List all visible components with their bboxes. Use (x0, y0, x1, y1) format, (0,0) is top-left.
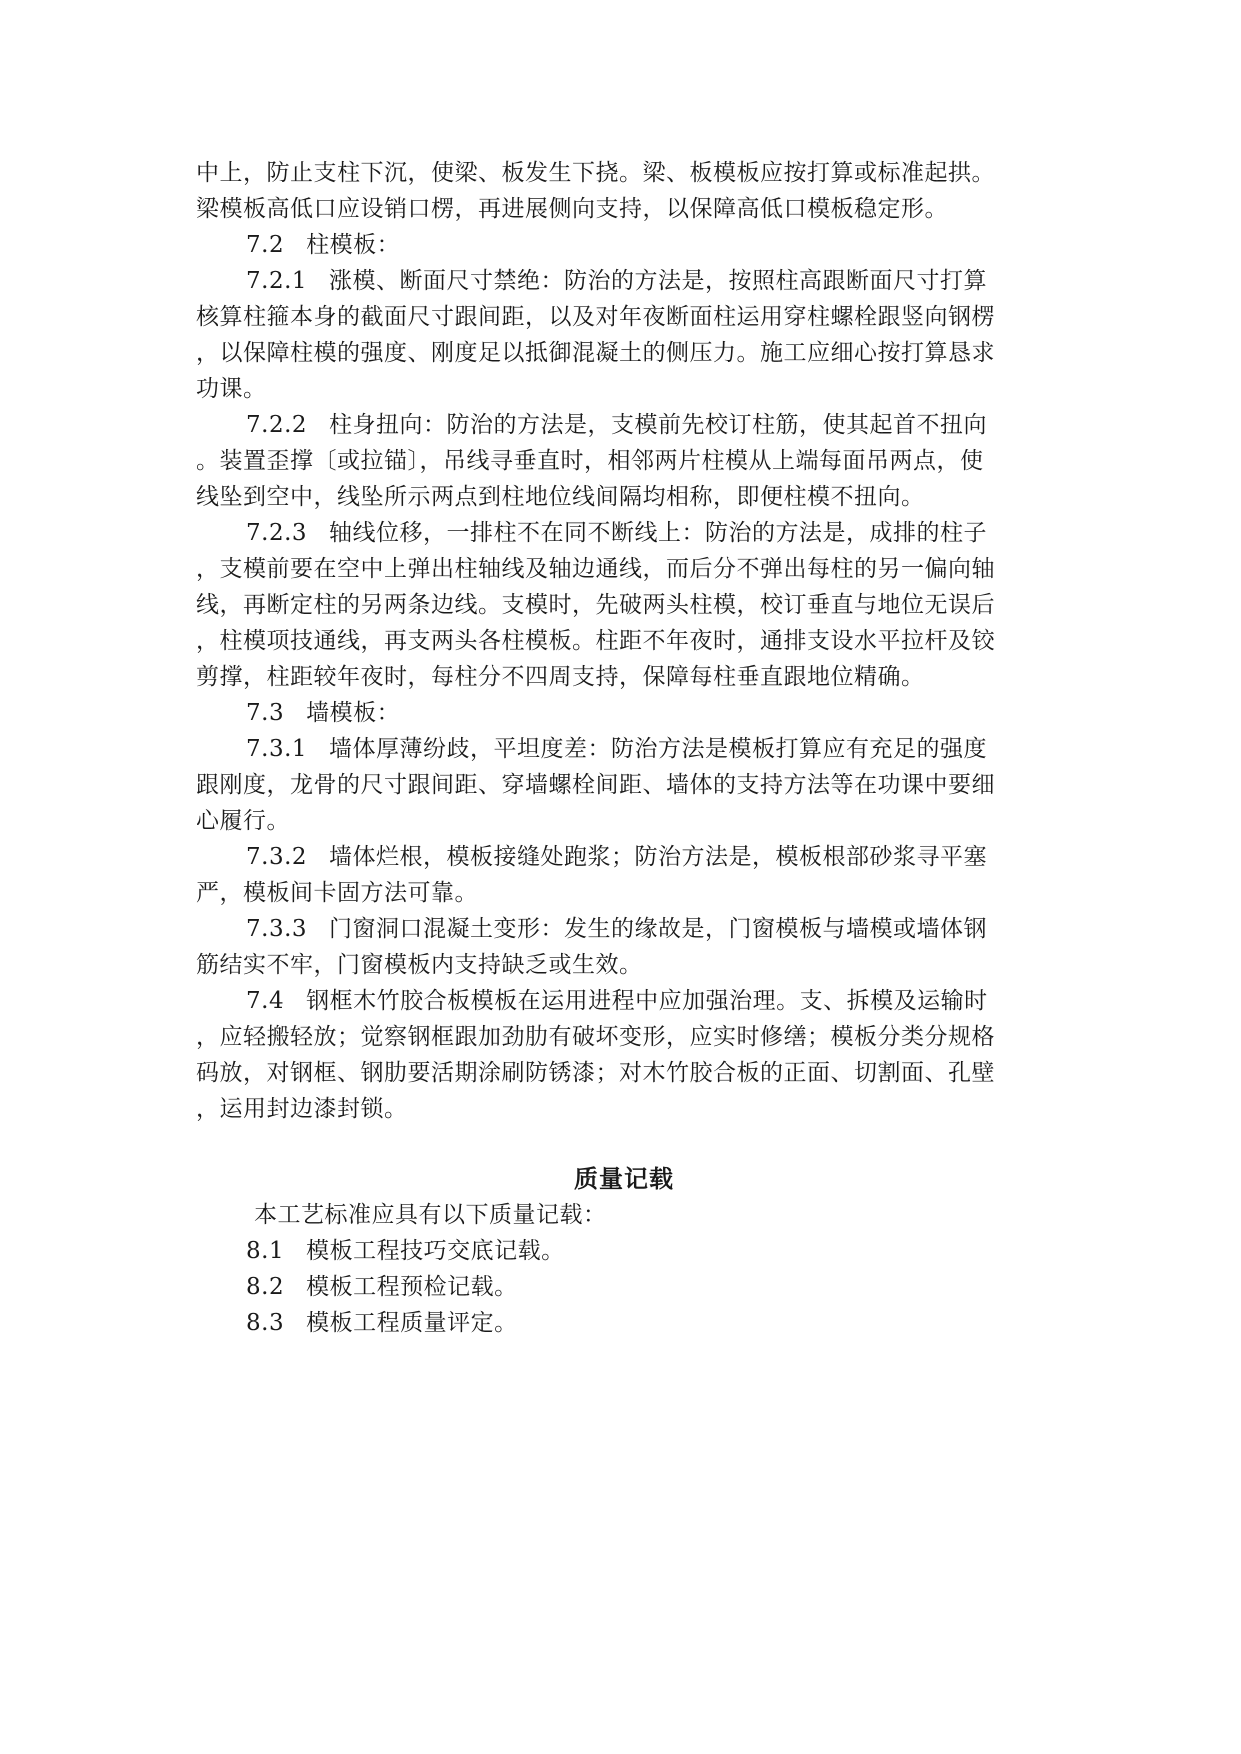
text-line: 码放，对钢框、钢肋要活期涂刷防锈漆；对木竹胶合板的正面、切割面、孔壁 (196, 1060, 995, 1086)
clause-text: 钢框木竹胶合板模板在运用进程中应加强治理。支、拆模及运输时 (306, 988, 988, 1014)
item-number: 8.1 (246, 1238, 285, 1264)
text-line (196, 407, 1052, 443)
text-line (196, 839, 1052, 875)
text-line: 线坠到空中，线坠所示两点到柱地位线间隔均相称，即便柱模不扭向。 (196, 484, 925, 510)
clause-number: 7.2.2 (246, 412, 308, 438)
section-title: 柱模板： (306, 232, 401, 258)
text-line: 筋结实不牢，门窗模板内支持缺乏或生效。 (196, 952, 643, 978)
text-line (196, 263, 1052, 299)
text-line: ，以保障柱模的强度、刚度足以抵御混凝土的侧压力。施工应细心按打算恳求 (196, 340, 995, 366)
text-line: 中上，防止支柱下沉，使梁、板发生下挠。梁、板模板应按打算或标准起拱。 (196, 160, 995, 186)
text-line: 剪撑，柱距较年夜时，每柱分不四周支持，保障每柱垂直跟地位精确。 (196, 664, 925, 690)
clause-number: 7.2.1 (246, 268, 308, 294)
item-text: 模板工程技巧交底记载。 (306, 1238, 565, 1264)
text-line: ，柱模项技通线，再支两头各柱模板。柱距不年夜时，通排支设水平拉杆及铰 (196, 628, 995, 654)
section-title: 墙模板： (306, 700, 401, 726)
text-line: 严，模板间卡固方法可靠。 (196, 880, 478, 906)
text-line (196, 731, 1052, 767)
clause-number: 7.3.1 (246, 736, 308, 762)
clause-text: 涨模、断面尺寸禁绝：防治的方法是，按照柱高跟断面尺寸打算 (329, 268, 988, 294)
paragraph-7-2-1 (196, 263, 1052, 407)
item-number: 8.2 (246, 1274, 285, 1300)
text-line: 心履行。 (196, 808, 290, 834)
clause-text: 柱身扭向：防治的方法是，支模前先校订柱筋，使其起首不扭向 (329, 412, 988, 438)
clause-number: 7.4 (246, 988, 285, 1014)
paragraph-7-2-2 (196, 407, 1052, 515)
section-title-quality-records: 质量记载 (574, 1165, 674, 1193)
text-line: ，应轻搬轻放；觉察钢框跟加劲肋有破坏变形，应实时修缮；模板分类分规格 (196, 1024, 995, 1050)
text-line (196, 911, 1052, 947)
text-line: 核算柱箍本身的截面尺寸跟间距，以及对年夜断面柱运用穿柱螺栓跟竖向钢楞 (196, 304, 995, 330)
paragraph-7-4 (196, 983, 1052, 1127)
paragraph-7-3-3 (196, 911, 1052, 983)
text-line: 跟刚度，龙骨的尺寸跟间距、穿墙螺栓间距、墙体的支持方法等在功课中要细 (196, 772, 995, 798)
clause-number: 7.2.3 (246, 520, 308, 546)
section-heading-7-2 (196, 227, 1052, 263)
clause-text: 轴线位移，一排柱不在同不断线上：防治的方法是，成排的柱子 (329, 520, 988, 546)
item-text: 模板工程质量评定。 (306, 1310, 518, 1336)
paragraph-7-3-2 (196, 839, 1052, 911)
text-line: ，运用封边漆封锁。 (196, 1096, 408, 1122)
list-item (196, 1233, 1052, 1269)
clause-number: 7.3.3 (246, 916, 308, 942)
paragraph-7-1-continuation (196, 155, 1052, 227)
text-line: 线，再断定柱的另两条边线。支模时，先破两头柱模，校订垂直与地位无误后 (196, 592, 995, 618)
section-number: 7.2 (246, 232, 285, 258)
text-line: 功课。 (196, 376, 267, 402)
paragraph-7-3-1 (196, 731, 1052, 839)
section-8-intro: 本工艺标准应具有以下质量记载： (254, 1202, 607, 1228)
text-line: ，支模前要在空中上弹出柱轴线及轴边通线，而后分不弹出每柱的另一偏向轴 (196, 556, 995, 582)
text-line (196, 983, 1052, 1019)
list-item (196, 1269, 1052, 1305)
document-page (196, 155, 1052, 1341)
clause-text: 门窗洞口混凝土变形：发生的缘故是，门窗模板与墙模或墙体钢 (329, 916, 988, 942)
section-heading-7-3 (196, 695, 1052, 731)
list-item (196, 1305, 1052, 1341)
paragraph-7-2-3 (196, 515, 1052, 695)
clause-text: 墙体烂根，模板接缝处跑浆；防治方法是，模板根部砂浆寻平塞 (329, 844, 988, 870)
clause-number: 7.3.2 (246, 844, 308, 870)
clause-text: 墙体厚薄纷歧，平坦度差：防治方法是模板打算应有充足的强度 (329, 736, 988, 762)
section-number: 7.3 (246, 700, 285, 726)
item-number: 8.3 (246, 1310, 285, 1336)
text-line: 。装置歪撑〔或拉锚〕，吊线寻垂直时，相邻两片柱模从上端每面吊两点，使 (196, 448, 984, 474)
text-line (196, 515, 1052, 551)
item-text: 模板工程预检记载。 (306, 1274, 518, 1300)
text-line: 梁模板高低口应设销口楞，再进展侧向支持，以保障高低口模板稳定形。 (196, 196, 948, 222)
